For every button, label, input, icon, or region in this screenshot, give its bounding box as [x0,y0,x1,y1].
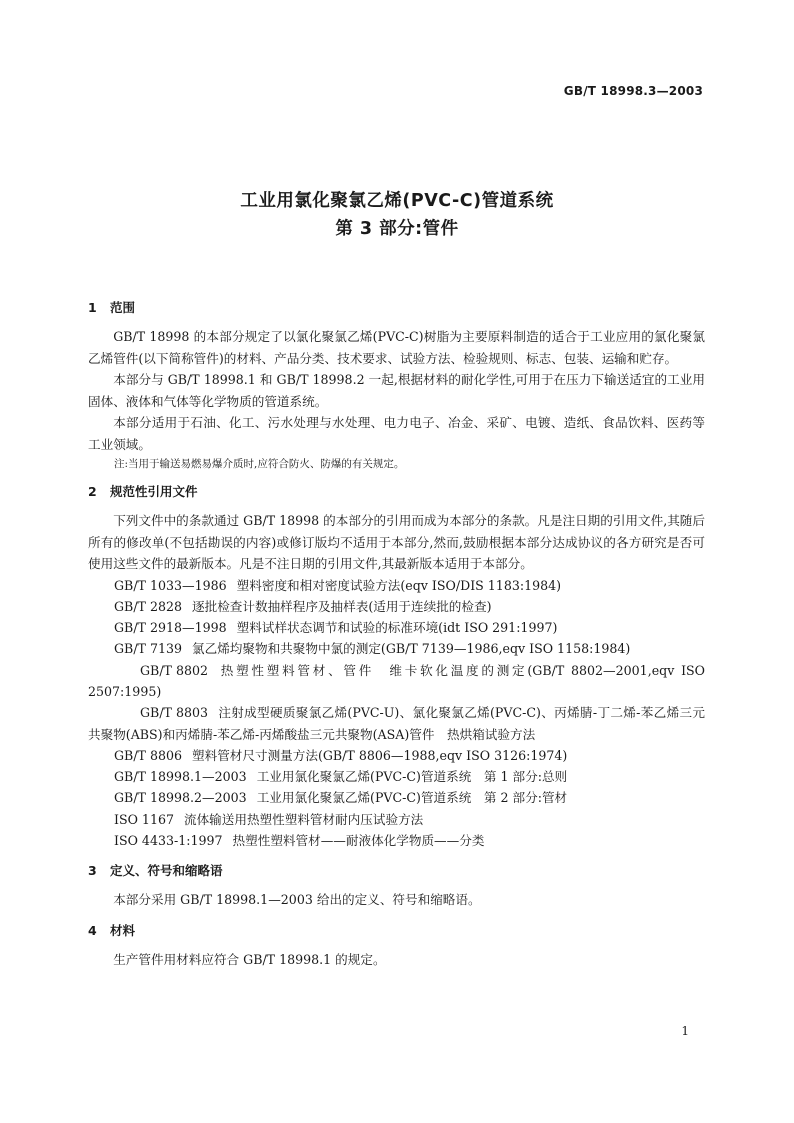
section-title: 范围 [110,300,136,315]
reference-item [88,702,705,745]
standard-number: GB/T 18998.3—2003 [563,84,703,98]
reference-item [88,575,705,596]
page-number: 1 [681,1024,689,1038]
reference-title: 逐批检查计数抽样程序及抽样表(适用于连续批的检查) [192,598,492,614]
section-title: 规范性引用文件 [110,484,198,499]
reference-title: 氯乙烯均聚物和共聚物中氯的测定(GB/T 7139—1986,eqv ISO 1158:1984) [192,641,631,657]
reference-code: GB/T 8802 [140,662,209,678]
reference-code: ISO 1167 [114,811,174,827]
reference-code: GB/T 7139 [114,641,183,657]
reference-title: 工业用氯化聚氯乙烯(PVC-C)管道系统 第 2 部分:管材 [256,790,568,806]
section-number: 3 [88,863,97,879]
reference-item [88,745,705,766]
document-subtitle: 第 3 部分:管件 [335,219,459,239]
reference-item [88,617,705,638]
note: 注:当用于输送易燃易爆介质时,应符合防火、防爆的有关规定。 [114,458,405,470]
reference-code: ISO 4433-1:1997 [114,833,223,849]
reference-title: 塑料密度和相对密度试验方法(eqv ISO/DIS 1183:1984) [236,577,562,593]
reference-code: GB/T 8803 [140,705,209,721]
paragraph: GB/T 18998 的本部分规定了以氯化聚氯乙烯(PVC-C)树脂为主要原料制造的适合于工业应用的氯化聚氯乙烯管件(以下简称管件)的材料、产品分类、技术要求、试验方法、检验规则、标志、包装、运输和贮存。 [88,329,705,366]
reference-title: 塑料试样状态调节和试验的标准环境(idt ISO 291:1997) [236,620,558,636]
paragraph: 生产管件用材料应符合 GB/T 18998.1 的规定。 [113,951,386,967]
reference-code: GB/T 2918—1998 [114,620,227,636]
document-title: 工业用氯化聚氯乙烯(PVC-C)管道系统 [240,191,554,211]
section-number: 4 [88,922,97,938]
reference-title: 塑料管材尺寸测量方法(GB/T 8806—1988,eqv ISO 3126:1974) [192,747,568,763]
paragraph: 本部分与 GB/T 18998.1 和 GB/T 18998.2 一起,根据材料的耐化学性,可用于在压力下输送适宜的工业用固体、液体和气体等化学物质的管道系统。 [88,372,705,409]
reference-title: 工业用氯化聚氯乙烯(PVC-C)管道系统 第 1 部分:总则 [256,769,568,785]
reference-title: 热塑性塑料管材——耐液体化学物质——分类 [232,833,485,849]
section-1-heading [88,298,705,318]
reference-code: GB/T 18998.2—2003 [114,790,247,806]
section-title: 定义、符号和缩略语 [110,863,223,879]
reference-code: GB/T 2828 [114,598,183,614]
reference-title: 流体输送用热塑性塑料管材耐内压试验方法 [183,811,424,827]
reference-item [88,830,705,851]
reference-item [88,596,705,617]
reference-code: GB/T 18998.1—2003 [114,769,247,785]
reference-item [88,660,705,703]
section-number: 1 [88,300,97,315]
reference-code: GB/T 1033—1986 [114,577,227,593]
reference-title: 热塑性塑料管材、管件 维卡软化温度的测定(GB/T 8802—2001,eqv ISO 2507:1995) [88,662,705,699]
section-2-heading [88,482,705,502]
paragraph: 本部分适用于石油、化工、污水处理与水处理、电力电子、冶金、采矿、电镀、造纸、食品饮料、医药等工业领域。 [88,415,705,452]
section-number: 2 [88,484,97,499]
section-3-heading [88,861,705,881]
document-body [88,298,705,970]
reference-code: GB/T 8806 [114,747,183,763]
section-4-heading [88,921,705,941]
reference-item [88,809,705,830]
paragraph: 本部分采用 GB/T 18998.1—2003 给出的定义、符号和缩略语。 [113,892,481,908]
section-title: 材料 [110,922,136,938]
reference-item [88,766,705,787]
reference-item [88,638,705,659]
reference-title: 注射成型硬质聚氯乙烯(PVC-U)、氯化聚氯乙烯(PVC-C)、丙烯腈-丁二烯-苯乙烯三元共聚物(ABS)和丙烯腈-苯乙烯-丙烯酸盐三元共聚物(ASA)管件 热烘箱试验方法 [88,705,705,742]
reference-item [88,787,705,808]
paragraph: 下列文件中的条款通过 GB/T 18998 的本部分的引用而成为本部分的条款。凡是注日期的引用文件,其随后所有的修改单(不包括勘误的内容)或修订版均不适用于本部分,然而,鼓励根据本部分达成协议的各方研究是否可使用这些文件的最新版本。凡是不注日期的引用文件,其最新版本适用于本部分。 [88,513,705,571]
